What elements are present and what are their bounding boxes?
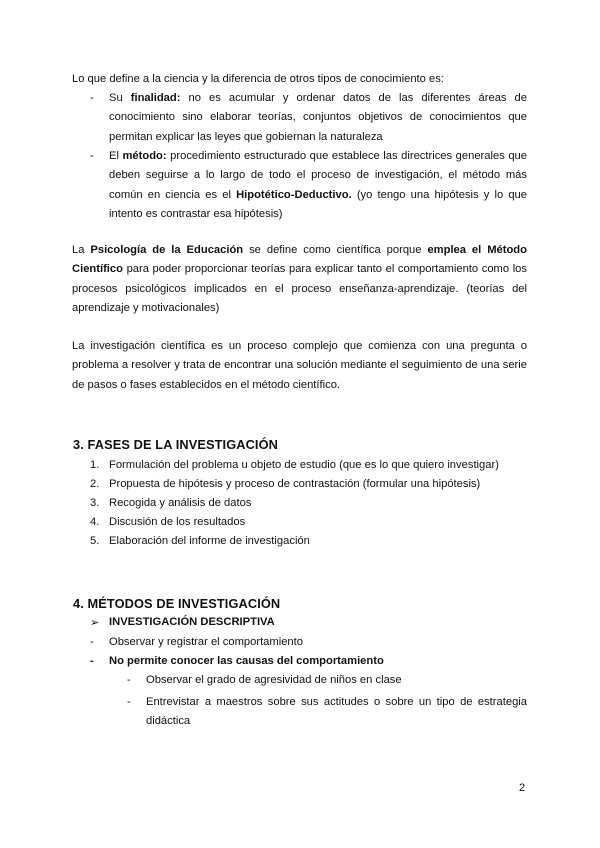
section-3-heading: 3. FASES DE LA INVESTIGACIÓN [73, 437, 278, 452]
intro-paragraph: Lo que define a la ciencia y la diferencia de otros tipos de conocimiento es: [72, 73, 444, 85]
bullet-finalidad: Su finalidad: no es acumular y ordenar datos de las diferentes áreas de conocimiento sino elaborar teorías, conjuntos objetivos de conocimientos que permitan explicar las leyes que gobiernan la naturaleza [109, 92, 527, 143]
document-page: Lo que define a la ciencia y la diferencia de otros tipos de conocimiento es: - Su finalidad: no es acumular y ordenar datos de las diferentes áreas de conocimiento sino elaborar teorías, conjuntos objetivos de conocimientos que permitan explicar las leyes que gobiernan la naturaleza - El método: procedimiento estructurado que establece las directrices generales que deben seguirse a lo largo de todo el proceso de investigación, el método más común en ciencia es el Hipotético-Deductivo. (yo tengo una hipótesis y lo que intento es contrastar esa hipótesis) La Psicología de la Educación se define como científica porque emplea el Método Científico para poder proporcionar teorías para explicar tanto el comportamiento como los procesos psicológicos implicados en el proceso enseñanza-aprendizaje. (teorías del aprendizaje y motivacionales) La investigación científica es un proceso complejo que comienza con una pregunta o problema a resolver y trata de encontrar una solución mediante el seguimiento de una serie de pasos o fases establecidos en el método científico. 3. FASES DE LA INVESTIGACIÓN 1. Formulación del problema u objeto de estudio (que es lo que quiero investigar) 2. Propuesta de hipótesis y proceso de contrastación (formular una hipótesis) 3. Recogida y análisis de datos 4. Discusión de los resultados 5. Elaboración del informe de investigación 4. MÉTODOS DE INVESTIGACIÓN ➢ INVESTIGACIÓN DESCRIPTIVA - Observar y registrar el comportamiento - No permite conocer las causas del comportamiento - Observar el grado de agresividad de niños en clase - Entrevistar a maestros sobre sus actitudes o sobre un tipo de estrategia didáctica 2 [0, 0, 600, 848]
arrow-bullet-icon: ➢ [90, 617, 100, 629]
section-4-heading: 4. MÉTODOS DE INVESTIGACIÓN [73, 596, 281, 611]
page-number: 2 [519, 782, 526, 794]
investigacion-paragraph: La investigación científica es un proceso complejo que comienza con una pregunta o problema a resolver y trata de encontrar una solución mediante el seguimiento de una serie de pasos o fases establecidos en el método científico. [72, 340, 527, 391]
bullet-metodo: El método: procedimiento estructurado que establece las directrices generales que deben seguirse a lo largo de todo el proceso de investigación, el método más común en ciencia es el Hipotético-Deductivo. (yo tengo una hipótesis y lo que intento es contrastar esa hipótesis) [109, 150, 527, 220]
psicologia-paragraph: La Psicología de la Educación se define como científica porque emplea el Método Científico para poder proporcionar teorías para explicar tanto el comportamiento como los procesos psicológicos implicados en el proceso enseñanza-aprendizaje. (teorías del aprendizaje y motivacionales) [72, 244, 527, 314]
bullet-dash: - [90, 92, 94, 104]
bullet-dash: - [90, 150, 94, 162]
